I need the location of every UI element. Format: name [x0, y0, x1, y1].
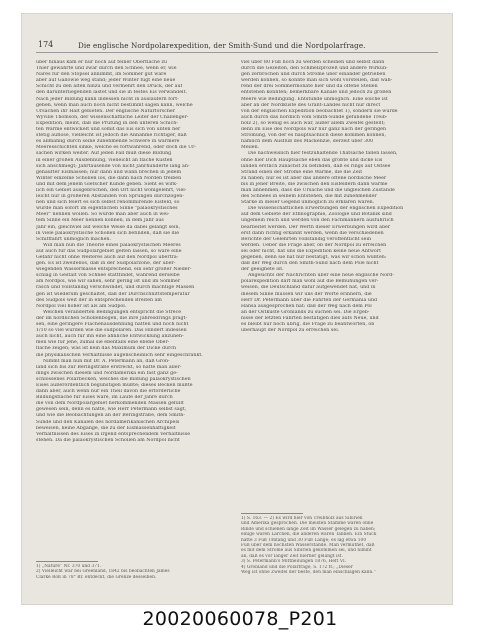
text-line: denn im Eise des Nordpols war nur ganz nach der geringen	[241, 127, 387, 133]
text-line: Meilen.	[241, 145, 260, 151]
book-page	[22, 14, 452, 604]
text-line: viel über 80 Fuß hoch zu werden scheinen und selbst dann	[241, 60, 385, 65]
text-line: Verhältnissen des Eises in irgend entsprechendem Verhältnisse	[36, 431, 191, 437]
text-line: Nordpol viel höher ist als am Südpol.	[36, 303, 127, 309]
right-column	[241, 60, 439, 334]
right-paragraph-2	[241, 151, 439, 206]
text-line: am Nordpol, wie wir sahen, sehr gering ist und im Sommer	[36, 279, 181, 285]
text-line: stetig auflöse, vielleicht ist jedoch die Annahme richtiger, daß	[36, 133, 187, 139]
image-caption: 20020060078_P201	[142, 608, 338, 630]
text-line: sei oder nicht, hat uns die Expedition keine neue Antwort	[241, 248, 382, 254]
text-line: sich anschmiegt; Jahrtausende von nicht Jahrhunderte lang an-	[36, 163, 190, 169]
text-line: Rinde und schienen lange Zeit im Wasser gelegen zu haben;	[241, 526, 376, 532]
text-line: an, daß es vor langer Zeit hierher gelangt ist.	[241, 553, 343, 559]
left-column	[36, 60, 234, 444]
text-line: Thier gewahrte und zwar durch den Schnee, wenn er, wie	[36, 66, 177, 72]
text-line: von der englischen Expedition beobachtet 1), sondern sie wurde	[241, 108, 398, 114]
text-line: werden können, so könnte man sich wohl vorstellen, daß wäh-	[241, 78, 393, 84]
text-line: Schifffahrt unmöglich machen.	[36, 236, 112, 242]
text-line: gen zerbrochen und durch Ströme über einander getrieben	[241, 72, 386, 78]
text-line: fläche zeigen; was ist kein das Maximum der Dicke durch	[36, 346, 177, 352]
text-line: hatte 3 Fuß Umfang und 30 Fuß Länge; es lag etwa 100	[241, 537, 367, 543]
text-line: nen und sich feiert es sich selbst renommirende Eisfeld, so	[36, 200, 180, 206]
text-line: Die wissenschaftlichen Erwerbungen der englischen Expedition	[248, 206, 404, 212]
text-line: Clarke Roß in 78° Br. entdeckt, die Grenze desselben.	[36, 574, 157, 580]
text-line: durch die Gezeiten, den Schmelzprozeß und andere Wirkun-	[241, 66, 388, 72]
left-footnotes	[36, 564, 234, 580]
text-line: gewesen sein, denn es hätte, wie Herr Petermann selbst sagt,	[36, 407, 187, 413]
text-line: Meere wie Bedingung. Entstünde unmöglich. Eine solche ist	[241, 96, 388, 102]
text-line: die von dem Nordpolargebiet herkommenden Massen gefüllt	[36, 401, 184, 407]
text-line: sen, eine geringere Flächenausdehnung hatten und noch nicht	[36, 322, 189, 328]
text-line: würde man sofort im eigentlichen Sinne "paläokrystisches	[36, 206, 178, 212]
text-line: der im nördlichen Schollenbogen, die ihre Jahresdrings prägt-	[36, 315, 188, 321]
text-line: 3) S. Petermann's Mittheilungen 1876, Heft VI.	[241, 559, 347, 565]
text-line: Meer" nennen wollen. So würde man aber auch in wei-	[36, 212, 170, 218]
text-line: leicht nur in größeren Abständen von Sprüngen durchzogen-	[36, 194, 185, 200]
header-rule	[36, 52, 438, 53]
text-line: 1/10 so viel wurden wie die südpolaren. Das Hindert indessen	[36, 328, 187, 334]
text-line: 1) S. 163. — 2) Es wird hier von Treibholz aus Sibirien	[241, 516, 363, 521]
text-line: in viele paläokrystische Schollen sich befinden, daß sie die	[36, 230, 180, 236]
text-line: Angesichts der Nachrichten über eine neue englische Nord-	[248, 273, 394, 279]
left-footnote-rule	[36, 561, 98, 562]
text-line: beweisen, keine Abgänge, die zu der Eismassenhaftigkeit	[36, 425, 176, 431]
text-line: Hansa ausgesprochen hat: daß der Weg nach dem Pol	[241, 303, 372, 309]
text-line: Nimmt man nun mit Dr. A. Petermann an, daß Grön-	[43, 358, 170, 364]
text-line: Herr Dr. Petermann über die Fahrten der Germania und	[241, 297, 378, 303]
text-line: rend der drei Sommermonate hier und da offene Stellen	[241, 84, 378, 90]
text-line: es allmählig durch seine zunehmende Schwere in wärmere	[36, 139, 180, 145]
left-paragraph-2	[36, 243, 234, 310]
text-line: Ursachen ihr Halt gebieten. Der englische Naturforscher	[36, 108, 176, 114]
text-line: des Südpols weit der in entsprechenden Breiten am	[36, 297, 162, 303]
text-line: nisse der letzten Fahrten bestätigen dies aufs Neue, und	[241, 315, 379, 321]
text-line: und mit dem jenem Gletscher Kunde geben. Sieht es wirk-	[36, 181, 178, 187]
right-footnotes	[241, 516, 439, 575]
text-line: die physikalischen Verhältnisse augenscheinlich sehr eingeschränkt.	[36, 352, 203, 358]
text-line: ungemein reich und werden von den Fachmännern ausführlich	[241, 218, 394, 224]
text-line: aber auf Gallowie weg stand; jeder Winter fügt eine neue	[36, 78, 176, 84]
text-line: Strand einen der Ströme eine Wärme, die die Zeit	[241, 169, 363, 175]
text-line: auf auch für das Südpolargebiet gelten lassen, so wäre eine	[36, 248, 182, 254]
text-line: lich ein Gebiet ausgebrochen, den Ort nicht wohlgelehrt, viel-	[36, 187, 187, 193]
text-line: auch durch das nördlich vom Smith-Sunde gefundene Treib-	[241, 114, 388, 120]
text-line: land sich bis zur Beringstraße erstreckt, so hätte man aller-	[36, 364, 182, 370]
text-line: 4) Grönland und die Polarfrage, S. 172 ff.; „Dieser	[241, 564, 353, 570]
text-line: erst dann richtig erkannt werden, wenn die verschiedenen	[241, 230, 384, 236]
text-line: und Amerika gesprochen. Die meisten Stämme waren ohne	[241, 521, 374, 527]
text-line: gehen, wenn man auch noch nicht bestimmt sagen kann, welche	[36, 102, 193, 108]
text-line: tem Sinne ein Meer nennen können, in dem Jahr aus	[36, 218, 164, 224]
right-paragraph-1	[241, 60, 439, 151]
text-line: des Schnees in seinem Entstehen, die mit zunehmender	[241, 194, 377, 200]
text-line: polarexpedition darf man wohl auf die Bemühungen ver-	[241, 279, 379, 285]
text-line: Weg ist ohne Zweifel der beste, den man einschlagen kann.“	[241, 569, 376, 575]
text-line: auf dem Gebiete der Ethnographie, Zoologie und Botanik sind	[241, 212, 392, 218]
text-line: Stärke in dieser Gegend unmöglich zu erklären wären.	[241, 200, 375, 206]
text-line: Expedition, meint, daß die Prüfung in den unteren Schich-	[36, 120, 178, 126]
text-line: gen ist wiederum geschaltet, daß der Durchschnittstemperatur	[36, 291, 190, 297]
text-line: an der Ostküste Grönlands zu suchen sei. Die Ergeb-	[241, 309, 370, 315]
text-line: entstehen könnten; bemerkbare Kanäle und jedoch zu größen	[241, 90, 392, 96]
text-line: Eises außerordentlich begünstigen müßte; dieses Becken müßte	[36, 382, 193, 388]
text-line: Jahr ein, gleichviel auf welche Weise da dabei gelangt sein,	[36, 224, 181, 230]
text-line: über hinaus kam er nur noch auf feiner Oberfläche zu	[36, 60, 168, 65]
right-paragraph-3	[241, 206, 439, 273]
text-line: bearbeitet werden. Der Werth dieser Erwerbungen wird aber	[241, 224, 391, 230]
text-line: überhaupt der Nordpol zu erreichen sei.	[241, 328, 340, 334]
text-line: 1) „Nature“ Nr. 370 und 371.	[36, 564, 102, 569]
right-footnote-rule	[241, 513, 303, 514]
text-line: Berichte der Gelehrten vollständig veröffentlicht sein	[241, 236, 372, 242]
text-line: auch nicht, auch für ihn eine ähnliche Entwicklung anzuneh-	[36, 334, 184, 340]
text-line: dann aber, auch wenn nur ein Theil davon die erforderliche	[36, 389, 181, 395]
text-line: Fuß über dem höchsten Wasserstande. Man vermuthet, daß	[241, 542, 375, 548]
text-line: daß der Weg durch den Smith-Sund nach dem Pole nicht	[241, 261, 379, 267]
text-line: gehäufter Eismassen; nur dann und wann brechen in jedem	[36, 169, 182, 175]
text-line: Gefahr nicht ohne Weiteres auch auf den Nordpol übertra-	[36, 255, 179, 260]
text-line: Sunde und den Kanälen des nordamerikanischen Archipels	[36, 419, 180, 425]
text-line: holz 2), so wenig es auch war, außer allem Zweifel gestellt;	[241, 120, 386, 126]
text-line: es mit dem Strome aus Sibirien gekommen sei, und nimmt	[241, 548, 372, 554]
page-number: 174	[38, 40, 54, 49]
text-line: aber an der Nordküste des Grant-Landes nicht nur direct	[241, 102, 381, 108]
left-paragraph-4	[36, 359, 234, 444]
text-line: stehen. Da die paläokrystischen Schollen am Nordpol nicht	[36, 437, 180, 443]
text-line: in einer großen Ausdehnung, vielleicht an flache Küsten	[36, 157, 173, 163]
text-line: schlossenes Polarbecken, welches die Bildung paläokrystischen	[36, 376, 191, 382]
text-line: bis in jener Breite, die zwischen den Eisfeldern dann wärme	[241, 181, 388, 187]
text-line: weisen, die Deutschland dafür aufgewendet hat, und in	[241, 285, 376, 291]
text-line: wiegenden Wassermasse entsprechend, ein sehr großer Nieder-	[36, 267, 192, 273]
text-line: gegeben, denn sie hat nur bestätigt, was wir schon wußten:	[241, 255, 387, 260]
running-title: Die englische Nordpolarexpedition, der Smith-Sund und die Nordpolarfrage.	[78, 41, 366, 50]
text-line: werden. Ueber die Frage aber, ob der Nordpol zu erreichen	[241, 242, 387, 248]
text-line: Winter einzelne Schollen los, die dann nach Norden treiben	[36, 175, 182, 181]
text-line: men wie für jene, zumal sie ebenfalls eine ebene Ober-	[36, 340, 170, 346]
text-line: Strömung, von der es hauptsächlich diese kommen können,	[241, 133, 386, 139]
text-line: Welchen veränderten Bedingungen entspricht die Strece	[43, 309, 182, 315]
text-line: einige waren Lärchen, die anderen waren Tannen. Ein Stück	[241, 532, 377, 538]
text-line: den darunterliegenden lastet und sie in festes Eis verwandelt.	[36, 90, 188, 96]
text-line: zu haben; nur es ist aber das andere offene nordische Meer	[241, 175, 387, 181]
text-line: ohne hier Dich Hauptsache eben das größte und dicke Eis	[241, 157, 383, 163]
left-paragraph-3	[36, 310, 234, 359]
text-line: landen erstlich zunächst zu befinden, daß es rings auf Ostsee	[241, 163, 391, 169]
text-line: ten Wärme entwickelt und somit das Eis sich von unten her	[36, 127, 181, 133]
text-line: man annehmen, dass die Ursache und die ungleichen Zustände	[241, 187, 395, 193]
text-line: es bleibt nur noch übrig, die Frage zu beantworten, ob	[241, 322, 375, 328]
text-line: Die nachweislich hier festzuhaltende Thatsache fallen lassen,	[248, 151, 398, 157]
text-line: gen. Es ist zweifellos, daß in der Südpolarzone, der über-	[36, 261, 176, 267]
text-line: rasch und vollständig verschwindet, und durch mächtige Massen	[36, 285, 195, 291]
text-line: Wyville Thomson, der wissenschaftliche Leiter der Challenger-	[36, 114, 189, 120]
text-line: schlag in Gestalt von Schnee stattfindet, während derselbe	[36, 273, 180, 279]
text-line: Meeresschichten sinke, welche es fortwährend, oder doch die Ur-	[36, 145, 197, 151]
text-line: Will man nun die Theorie eines paläokrystischen Meeres	[43, 242, 181, 248]
text-line: und wie die Beobachtungen an der Beringstraße, dem Smith-	[36, 413, 185, 419]
right-paragraph-4	[241, 273, 439, 334]
text-line: Bildungsfläche für Eises wäre, im Laufe der Jahre durch	[36, 395, 173, 401]
text-line: Schicht zu den alten hinzu und vermehrt den Druck, der auf	[36, 84, 183, 90]
left-paragraph-1	[36, 60, 234, 243]
text-line: 2) Vielleicht war bei Greenland, 1842 bis beobachten James	[36, 569, 170, 575]
text-line: sachen wirken weiter. Auf jeden Fall muß diese Bildung	[36, 151, 172, 157]
text-line: dings zwischen diesem und Nordamerika ein fast ganz ge-	[36, 370, 178, 376]
text-line: Nach jeder Bildung kann indessen nicht in ausläufern fort-	[36, 96, 179, 102]
text-line: der geeignete ist.	[241, 267, 284, 273]
text-line: nämlich dem Ausfluß des Mackenzie, derzeit über 300	[241, 139, 374, 145]
text-line: diesem Sinne müssen wir uns der Worte erinnern, die	[241, 291, 372, 297]
text-line: Nares für den Stöpsel annimmt, im Sommer gut wäre	[36, 72, 167, 78]
